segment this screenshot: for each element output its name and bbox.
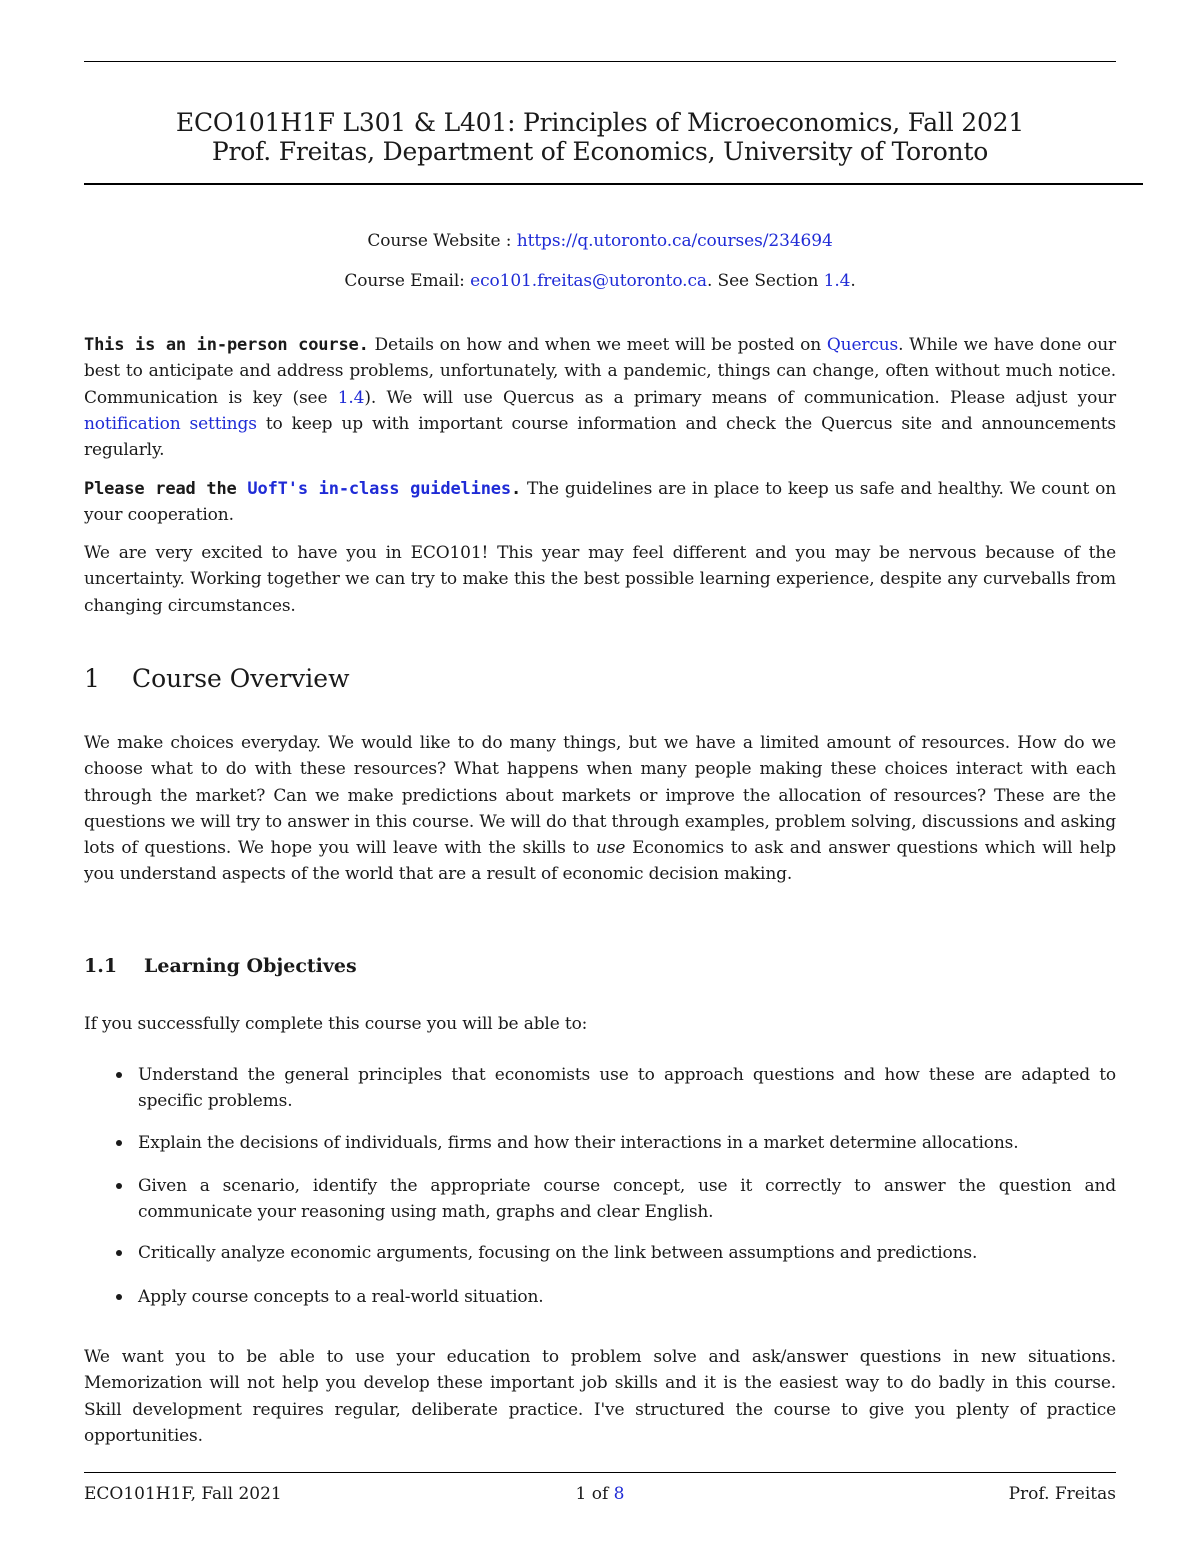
subsection-heading-learning-objectives	[84, 955, 357, 977]
section-1-4-link[interactable]: 1.4	[337, 387, 365, 408]
intro-text-b: . While we have done our best to anticipate and address problems, unfortunately, with a pandemic, things can change, often without much notice. Communication is key (see	[84, 335, 1116, 408]
intro-paragraph-welcome: We are very excited to have you in ECO101! This year may feel different and you may be nervous because of the uncertainty. Working together we can try to make this the best possible learning experience, despite any curveballs from changing circumstances.	[84, 543, 1116, 616]
section-1-4-ref-link[interactable]: 1.4	[823, 271, 851, 291]
footer-rule	[84, 1472, 1116, 1473]
overview-emphasis: use	[596, 838, 626, 859]
overview-text-a: We make choices everyday. We would like to do many things, but we have a limited amount of resources. How do we choose what to do with these resources? What happens when many people making these choices interact with each through the market? Can we make predictions about markets or improve the allocation of resources? These are the questions we will try to answer in this course. We will do that through examples, problem solving, discussions and asking lots of questions. We hope you will leave with the skills to	[84, 733, 1116, 859]
email-period: .	[850, 271, 856, 291]
bullet-icon	[116, 1072, 122, 1078]
page-prefix: 1 of	[575, 1484, 614, 1504]
list-item	[112, 1130, 1116, 1156]
section-title: Course Overview	[132, 664, 350, 693]
objective-text: Explain the decisions of individuals, firms and how their interactions in a market determine allocations.	[138, 1132, 1019, 1153]
bullet-icon	[116, 1183, 122, 1189]
bullet-icon	[116, 1140, 122, 1146]
footer-course: ECO101H1F, Fall 2021	[84, 1484, 282, 1504]
objective-text: Given a scenario, identify the appropriate course concept, use it correctly to answer the question and communicate your reasoning using math, graphs and clear English.	[138, 1175, 1116, 1223]
objective-text: Critically analyze economic arguments, focusing on the link between assumptions and predictions.	[138, 1243, 978, 1264]
please-read-label: Please read the	[84, 479, 248, 499]
intro-text-a: Details on how and when we meet will be posted on	[368, 335, 827, 355]
course-email-link[interactable]: eco101.freitas@utoronto.ca	[470, 271, 707, 291]
course-subtitle: Prof. Freitas, Department of Economics, University of Toronto	[211, 137, 989, 166]
page-total-link[interactable]: 8	[613, 1484, 625, 1504]
bullet-icon	[116, 1294, 122, 1300]
objective-text: Understand the general principles that economists use to approach questions and how these are adapted to specific problems.	[138, 1065, 1116, 1112]
list-item	[112, 1062, 1116, 1115]
objectives-lead: If you successfully complete this course you will be able to:	[84, 1014, 588, 1034]
intro-paragraph-in-person	[84, 332, 1116, 463]
guidelines-period: .	[510, 479, 522, 499]
footer-author: Prof. Freitas	[1008, 1484, 1116, 1504]
email-label: Course Email:	[344, 271, 471, 291]
list-item	[112, 1284, 1116, 1310]
course-email-line	[0, 271, 1200, 291]
course-overview-paragraph	[84, 730, 1116, 888]
learning-objectives-list	[112, 1062, 1116, 1310]
header-rule	[84, 183, 1143, 185]
intro-paragraph-guidelines	[84, 476, 1116, 529]
in-person-notice: This is an in-person course.	[84, 335, 369, 355]
intro-text-c: ). We will use Quercus as a primary means of communication. Please adjust your	[364, 387, 1116, 408]
list-item	[112, 1240, 1116, 1266]
in-class-guidelines-link[interactable]: UofT's in-class guidelines	[247, 479, 511, 499]
course-title: ECO101H1F L301 & L401: Principles of Microeconomics, Fall 2021	[175, 108, 1025, 137]
overview-text-b: Economics to ask and answer questions which will help you understand aspects of the world that are a result of economic decision making.	[84, 838, 1116, 885]
website-label: Course Website :	[367, 231, 517, 251]
intro-text-d: to keep up with important course information and check the Quercus site and announcements regularly.	[84, 413, 1116, 461]
bullet-icon	[116, 1250, 122, 1256]
section-number: 1	[84, 664, 100, 693]
guidelines-text: The guidelines are in place to keep us safe and healthy. We count on your cooperation.	[84, 479, 1116, 526]
list-item	[112, 1173, 1116, 1226]
top-rule	[84, 61, 1116, 62]
quercus-link[interactable]: Quercus	[826, 335, 899, 355]
subsection-title: Learning Objectives	[144, 955, 357, 977]
course-website-link[interactable]: https://q.utoronto.ca/courses/234694	[516, 231, 833, 251]
email-suffix: . See Section	[706, 271, 824, 291]
subsection-number: 1.1	[84, 955, 118, 977]
course-website-line	[0, 231, 1200, 251]
notification-settings-link[interactable]: notification settings	[84, 413, 257, 434]
objective-text: Apply course concepts to a real-world situation.	[138, 1286, 544, 1307]
skills-closing-paragraph: We want you to be able to use your education to problem solve and ask/answer questions in new situations. Memorization will not help you develop these important job skills and it is the easiest way to do badly in this course. Skill development requires regular, deliberate practice. I've structured the course to give you plenty of practice opportunities.	[84, 1347, 1116, 1446]
section-heading-course-overview	[84, 664, 349, 693]
